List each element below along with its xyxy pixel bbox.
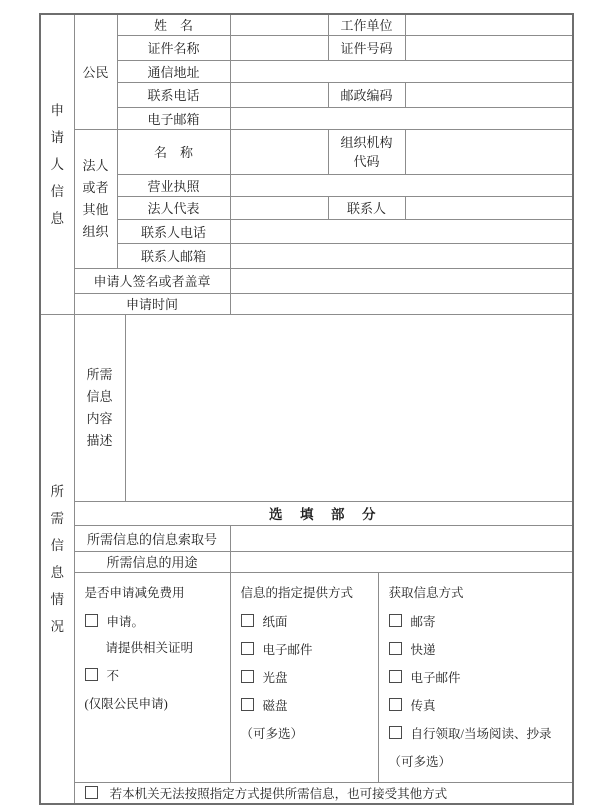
legal-rep-field-value[interactable]: [230, 196, 328, 219]
org-group-label-text: 法人或者其他组织: [82, 157, 109, 239]
index-no-field-value[interactable]: [230, 525, 573, 551]
signature-field-value[interactable]: [230, 268, 573, 293]
content-desc-field-label-text: 所需信息内容描述: [86, 366, 113, 448]
obtain-method-option-self-label: 自行领取/当场阅读、抄录: [410, 726, 552, 741]
checkbox-icon[interactable]: [389, 670, 402, 683]
checkbox-icon[interactable]: [85, 786, 98, 799]
mail-address-field-label: 通信地址: [117, 60, 230, 82]
obtain-method-option-fax-label: 传真: [410, 698, 436, 713]
id-number-field-label: 证件号码: [328, 35, 405, 60]
contact-phone-field-label: 联系人电话: [117, 219, 230, 243]
org-code-field-label-text: 组织机构代码: [340, 134, 393, 169]
index-no-field-label: 所需信息的信息索取号: [74, 525, 230, 551]
fee-waiver-option-apply[interactable]: [85, 612, 222, 630]
fee-waiver-option-apply-label: 申请。: [106, 614, 145, 629]
applicant-section-label-text: 申请人信息: [50, 102, 64, 226]
obtain-method-option-mail[interactable]: [389, 612, 565, 630]
optional-section-header: 选 填 部 分: [74, 501, 573, 525]
contact-person-field-label: 联系人: [328, 196, 405, 219]
obtain-method-footnote: （可多选）: [388, 754, 452, 769]
purpose-field-label: 所需信息的用途: [74, 551, 230, 572]
work-unit-field-label: 工作单位: [328, 14, 405, 35]
provide-method-option-email[interactable]: [241, 640, 370, 658]
provide-method-option-paper[interactable]: [241, 612, 370, 630]
provide-method-title: 信息的指定提供方式: [240, 585, 354, 600]
provide-method-option-cd[interactable]: [241, 668, 370, 686]
checkbox-icon[interactable]: [241, 614, 254, 627]
provide-method-cell: [230, 572, 378, 782]
checkbox-icon[interactable]: [241, 642, 254, 655]
applicant-section-label: [40, 14, 74, 314]
email-field-value[interactable]: [230, 107, 573, 129]
required-info-section-label-text: 所需信息情况: [50, 483, 64, 634]
org-code-field-value[interactable]: [405, 129, 573, 174]
fee-waiver-apply-note: 请提供相关证明: [105, 640, 194, 655]
postal-code-field-value[interactable]: [405, 82, 573, 107]
application-form-table: [39, 13, 574, 805]
business-license-field-value[interactable]: [230, 174, 573, 196]
provide-method-option-disk[interactable]: [241, 696, 370, 714]
fee-waiver-option-no[interactable]: [85, 666, 222, 684]
obtain-method-option-email[interactable]: [389, 668, 565, 686]
content-desc-field-label: [74, 314, 125, 501]
obtain-method-option-self[interactable]: [389, 724, 565, 742]
provide-method-option-email-label: 电子邮件: [262, 642, 313, 657]
checkbox-icon[interactable]: [85, 614, 98, 627]
provide-method-footnote: （可多选）: [240, 726, 304, 741]
fee-waiver-title: 是否申请减免费用: [84, 585, 185, 600]
signature-field-label: 申请人签名或者盖章: [74, 268, 230, 293]
legal-rep-field-label: 法人代表: [117, 196, 230, 219]
obtain-method-option-email-label: 电子邮件: [410, 670, 461, 685]
required-info-section-label: [40, 314, 74, 804]
checkbox-icon[interactable]: [389, 698, 402, 711]
contact-email-field-value[interactable]: [230, 243, 573, 268]
contact-person-field-value[interactable]: [405, 196, 573, 219]
phone-field-label: 联系电话: [117, 82, 230, 107]
fee-waiver-footnote: (仅限公民申请): [84, 696, 168, 711]
fee-waiver-option-no-label: 不: [106, 668, 120, 683]
other-method-row[interactable]: [74, 782, 573, 804]
org-group-label: [74, 129, 117, 268]
provide-method-option-paper-label: 纸面: [262, 614, 288, 629]
obtain-method-cell: [378, 572, 573, 782]
citizen-group-label: 公民: [74, 14, 117, 129]
name-field-value[interactable]: [230, 14, 328, 35]
other-method-label: 若本机关无法按照指定方式提供所需信息，也可接受其他方式: [109, 786, 448, 801]
checkbox-icon[interactable]: [241, 670, 254, 683]
contact-phone-field-value[interactable]: [230, 219, 573, 243]
contact-email-field-label: 联系人邮箱: [117, 243, 230, 268]
checkbox-icon[interactable]: [241, 698, 254, 711]
org-code-field-label: [328, 129, 405, 174]
checkbox-icon[interactable]: [85, 668, 98, 681]
postal-code-field-label: 邮政编码: [328, 82, 405, 107]
mail-address-field-value[interactable]: [230, 60, 573, 82]
org-name-field-value[interactable]: [230, 129, 328, 174]
obtain-method-title: 获取信息方式: [388, 585, 464, 600]
provide-method-option-disk-label: 磁盘: [262, 698, 288, 713]
id-type-field-value[interactable]: [230, 35, 328, 60]
obtain-method-option-express-label: 快递: [410, 642, 436, 657]
obtain-method-option-fax[interactable]: [389, 696, 565, 714]
purpose-field-value[interactable]: [230, 551, 573, 572]
id-number-field-value[interactable]: [405, 35, 573, 60]
obtain-method-option-express[interactable]: [389, 640, 565, 658]
content-desc-field-value[interactable]: [125, 314, 573, 501]
work-unit-field-value[interactable]: [405, 14, 573, 35]
phone-field-value[interactable]: [230, 82, 328, 107]
business-license-field-label: 营业执照: [117, 174, 230, 196]
apply-time-field-value[interactable]: [230, 293, 573, 314]
checkbox-icon[interactable]: [389, 726, 402, 739]
email-field-label: 电子邮箱: [117, 107, 230, 129]
checkbox-icon[interactable]: [389, 614, 402, 627]
checkbox-icon[interactable]: [389, 642, 402, 655]
org-name-field-label: 名 称: [117, 129, 230, 174]
fee-waiver-cell: [74, 572, 230, 782]
name-field-label: 姓 名: [117, 14, 230, 35]
apply-time-field-label: 申请时间: [74, 293, 230, 314]
obtain-method-option-mail-label: 邮寄: [410, 614, 436, 629]
provide-method-option-cd-label: 光盘: [262, 670, 288, 685]
id-type-field-label: 证件名称: [117, 35, 230, 60]
